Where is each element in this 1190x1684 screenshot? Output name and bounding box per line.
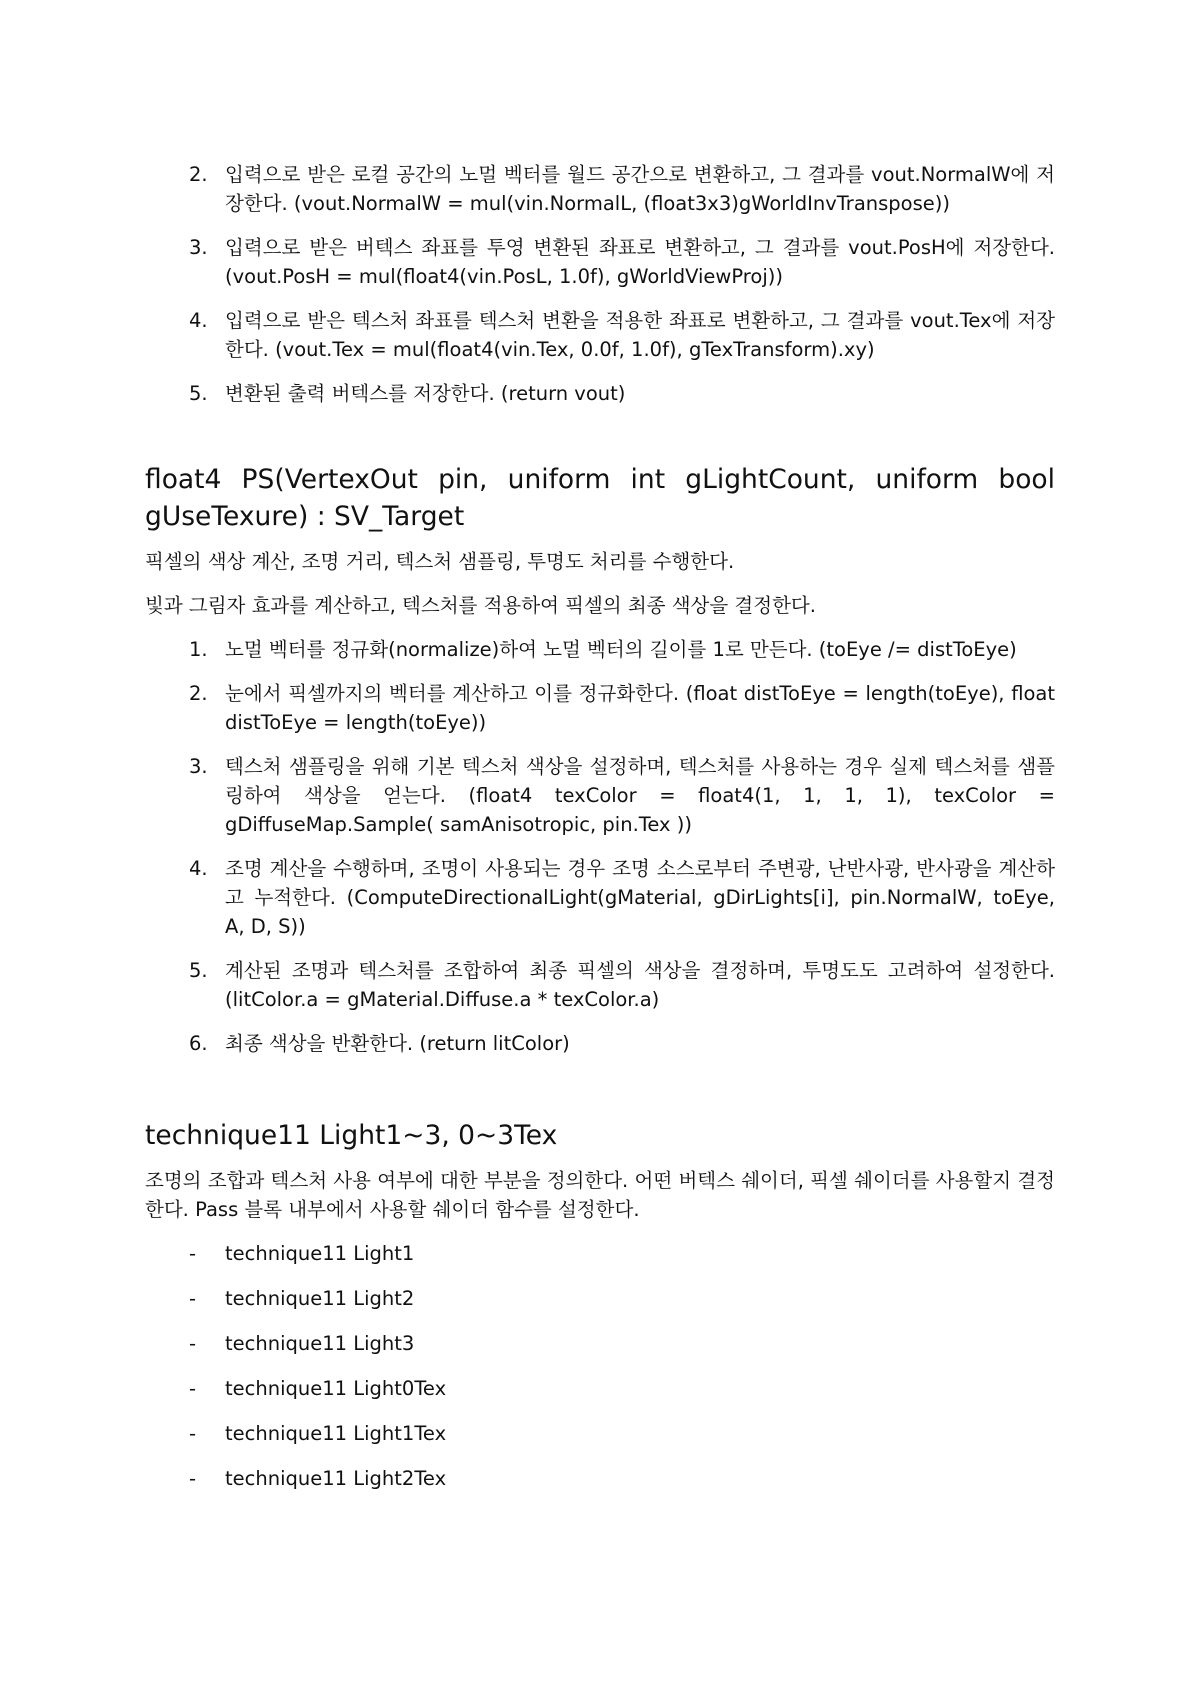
item-text: 최종 색상을 반환한다. (return litColor) — [225, 1032, 570, 1055]
item-text: technique11 Light1 — [225, 1242, 415, 1265]
item-text: technique11 Light2Tex — [225, 1467, 447, 1490]
pixel-shader-steps-list — [145, 635, 1055, 1058]
item-text: technique11 Light2 — [225, 1287, 415, 1310]
list-item — [145, 1029, 1055, 1058]
item-number: 2. — [189, 163, 208, 186]
list-item — [145, 635, 1055, 664]
list-item — [145, 1374, 1055, 1403]
list-item — [145, 854, 1055, 941]
list-item — [145, 1419, 1055, 1448]
list-item — [145, 233, 1055, 291]
item-text: technique11 Light0Tex — [225, 1377, 447, 1400]
item-text: 노멀 벡터를 정규화(normalize)하여 노멀 벡터의 길이를 1로 만든다. (toEye /= distToEye) — [225, 638, 1017, 661]
technique-section-heading: technique11 Light1~3, 0~3Tex — [145, 1120, 558, 1151]
dash-bullet: - — [189, 1242, 197, 1265]
document-page — [145, 160, 1055, 1509]
item-number: 5. — [189, 382, 208, 405]
item-text: technique11 Light1Tex — [225, 1422, 447, 1445]
item-text: 계산된 조명과 텍스처를 조합하여 최종 픽셀의 색상을 결정하며, 투명도도 고려하여 설정한다. (litColor.a = gMaterial.Diffuse.a * texColor.a) — [225, 959, 1055, 1011]
item-text: technique11 Light3 — [225, 1332, 415, 1355]
item-text: 조명 계산을 수행하며, 조명이 사용되는 경우 조명 소스로부터 주변광, 난반사광, 반사광을 계산하고 누적한다. (ComputeDirectionalLight(gMaterial, gDirLights[i], pin.NormalW, toEye, A, D, S)) — [225, 857, 1055, 938]
list-item — [145, 752, 1055, 839]
dash-bullet: - — [189, 1332, 197, 1355]
item-number: 4. — [189, 857, 208, 880]
item-number: 3. — [189, 236, 208, 259]
item-number: 4. — [189, 309, 208, 332]
list-item — [145, 306, 1055, 364]
list-item — [145, 160, 1055, 218]
list-item — [145, 679, 1055, 737]
ps-description: 픽셀의 색상 계산, 조명 거리, 텍스처 샘플링, 투명도 처리를 수행한다. — [145, 550, 735, 573]
item-text: 입력으로 받은 버텍스 좌표를 투영 변환된 좌표로 변환하고, 그 결과를 vout.PosH에 저장한다. (vout.PosH = mul(float4(vin.PosL, 1.0f), gWorldViewProj)) — [225, 236, 1055, 288]
vertex-shader-steps-list — [145, 160, 1055, 408]
list-item — [145, 1329, 1055, 1358]
item-text: 입력으로 받은 텍스처 좌표를 텍스처 변환을 적용한 좌표로 변환하고, 그 결과를 vout.Tex에 저장한다. (vout.Tex = mul(float4(vin.Tex, 0.0f, 1.0f), gTexTransform).xy) — [225, 309, 1055, 361]
item-text: 변환된 출력 버텍스를 저장한다. (return vout) — [225, 382, 626, 405]
dash-bullet: - — [189, 1467, 197, 1490]
dash-bullet: - — [189, 1377, 197, 1400]
technique-list — [145, 1239, 1055, 1493]
technique-description: 조명의 조합과 텍스처 사용 여부에 대한 부분을 정의한다. 어떤 버텍스 쉐이더, 픽셀 쉐이더를 사용할지 결정한다. Pass 블록 내부에서 사용할 쉐이더 함수를 설정한다. — [145, 1169, 1055, 1221]
item-number: 1. — [189, 638, 208, 661]
item-number: 2. — [189, 682, 208, 705]
item-text: 입력으로 받은 로컬 공간의 노멀 벡터를 월드 공간으로 변환하고, 그 결과를 vout.NormalW에 저장한다. (vout.NormalW = mul(vin.NormalL, (float3x3)gWorldInvTranspose)) — [225, 163, 1055, 215]
list-item — [145, 379, 1055, 408]
item-text: 눈에서 픽셀까지의 벡터를 계산하고 이를 정규화한다. (float distToEye = length(toEye), float distToEye = length(toEye)) — [225, 682, 1055, 734]
list-item — [145, 1239, 1055, 1268]
ps-summary: 빛과 그림자 효과를 계산하고, 텍스처를 적용하여 픽셀의 최종 색상을 결정한다. — [145, 594, 816, 617]
ps-section-heading: float4 PS(VertexOut pin, uniform int gLightCount, uniform bool gUseTexure) : SV_Target — [145, 464, 1055, 532]
dash-bullet: - — [189, 1287, 197, 1310]
item-number: 6. — [189, 1032, 208, 1055]
item-number: 3. — [189, 755, 208, 778]
dash-bullet: - — [189, 1422, 197, 1445]
list-item — [145, 1464, 1055, 1493]
list-item — [145, 956, 1055, 1014]
list-item — [145, 1284, 1055, 1313]
item-number: 5. — [189, 959, 208, 982]
item-text: 텍스처 샘플링을 위해 기본 텍스처 색상을 설정하며, 텍스처를 사용하는 경우 실제 텍스처를 샘플링하여 색상을 얻는다. (float4 texColor = float4(1, 1, 1, 1), texColor = gDiffuseMap.Sample( samAnisotropic, pin.Tex )) — [225, 755, 1055, 836]
